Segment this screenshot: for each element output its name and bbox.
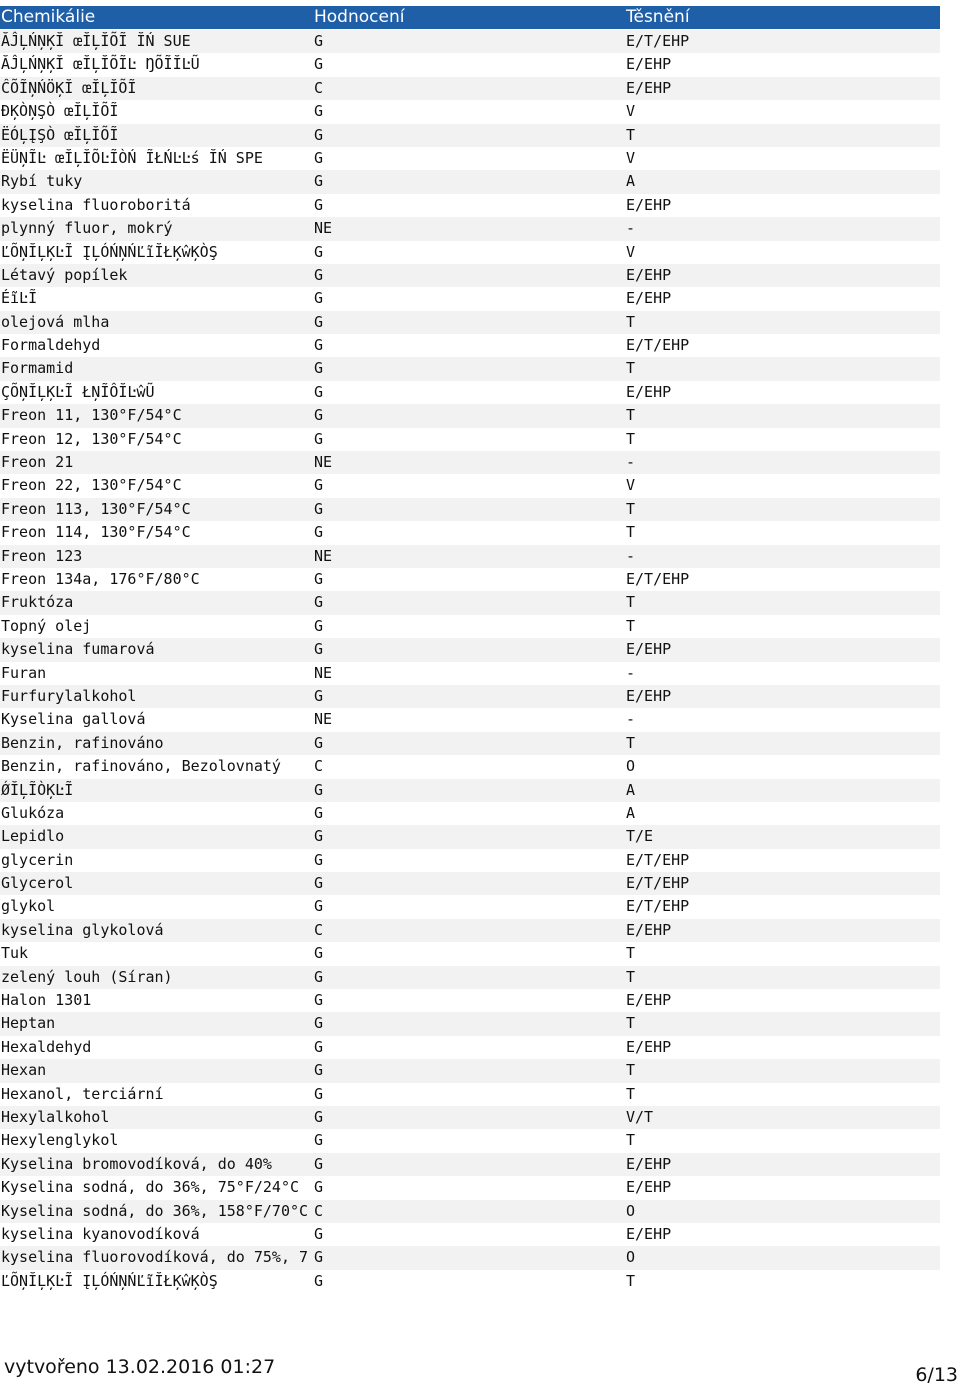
cell-rating: C bbox=[314, 920, 324, 939]
page-number: 6/13 bbox=[915, 1364, 958, 1386]
header-chemical: Chemikálie bbox=[1, 7, 96, 27]
cell-rating: G bbox=[314, 172, 324, 191]
table-row bbox=[0, 1246, 940, 1269]
cell-chemical: Furan bbox=[1, 663, 47, 682]
table-row bbox=[0, 1036, 940, 1059]
cell-chemical: glycerin bbox=[1, 850, 74, 869]
cell-chemical: Glycerol bbox=[1, 874, 74, 893]
cell-chemical: ÉĩĿĨ bbox=[1, 289, 38, 308]
cell-rating: G bbox=[314, 1084, 324, 1103]
cell-rating: NE bbox=[314, 710, 333, 729]
cell-chemical: kyselina glykolová bbox=[1, 920, 164, 939]
cell-chemical: ĂĴĻŃŅĶĬ œĬĻĬÕĨĿ ŊÕĨĬĿŨ bbox=[1, 55, 200, 74]
table-row bbox=[0, 1223, 940, 1246]
cell-rating: G bbox=[314, 125, 324, 144]
cell-rating: G bbox=[314, 897, 324, 916]
cell-rating: G bbox=[314, 686, 324, 705]
cell-rating: G bbox=[314, 1131, 324, 1150]
cell-chemical: Freon 11, 130°F/54°C bbox=[1, 406, 182, 425]
cell-seal: T bbox=[626, 733, 636, 752]
table-row bbox=[0, 498, 940, 521]
table-row bbox=[0, 124, 940, 147]
cell-rating: G bbox=[314, 148, 324, 167]
cell-chemical: Kyselina sodná, do 36%, 158°F/70°C bbox=[1, 1201, 309, 1220]
table-row bbox=[0, 895, 940, 918]
header-seal: Těsnění bbox=[626, 7, 690, 27]
table-row bbox=[0, 732, 940, 755]
cell-chemical: Heptan bbox=[1, 1014, 56, 1033]
cell-chemical: Hexylalkohol bbox=[1, 1107, 110, 1126]
table-row bbox=[0, 147, 940, 170]
cell-rating: G bbox=[314, 476, 324, 495]
cell-rating: G bbox=[314, 1107, 324, 1126]
table-row bbox=[0, 825, 940, 848]
cell-seal: - bbox=[626, 663, 636, 682]
cell-chemical: Freon 114, 130°F/54°C bbox=[1, 523, 191, 542]
cell-rating: G bbox=[314, 289, 324, 308]
table-row bbox=[0, 755, 940, 778]
cell-rating: C bbox=[314, 1201, 324, 1220]
cell-seal: A bbox=[626, 172, 636, 191]
table-header bbox=[0, 6, 940, 29]
cell-seal: E/T/EHP bbox=[626, 874, 690, 893]
cell-chemical: Freon 113, 130°F/54°C bbox=[1, 499, 191, 518]
cell-seal: E/EHP bbox=[626, 640, 672, 659]
cell-rating: G bbox=[314, 569, 324, 588]
table-row bbox=[0, 1270, 940, 1293]
cell-rating: G bbox=[314, 991, 324, 1010]
cell-rating: G bbox=[314, 523, 324, 542]
cell-seal: E/EHP bbox=[626, 920, 672, 939]
table-row bbox=[0, 404, 940, 427]
cell-seal: T bbox=[626, 1084, 636, 1103]
cell-seal: E/EHP bbox=[626, 382, 672, 401]
cell-rating: NE bbox=[314, 546, 333, 565]
cell-seal: T bbox=[626, 944, 636, 963]
table-row bbox=[0, 802, 940, 825]
cell-seal: V bbox=[626, 476, 636, 495]
table-row bbox=[0, 1200, 940, 1223]
table-row bbox=[0, 77, 940, 100]
cell-seal: T bbox=[626, 1131, 636, 1150]
cell-rating: G bbox=[314, 32, 324, 50]
cell-rating: NE bbox=[314, 219, 333, 238]
cell-rating: G bbox=[314, 616, 324, 635]
table-row bbox=[0, 942, 940, 965]
table-row bbox=[0, 708, 940, 731]
table-row bbox=[0, 779, 940, 802]
cell-chemical: Furfurylalkohol bbox=[1, 686, 137, 705]
cell-rating: G bbox=[314, 499, 324, 518]
cell-seal: - bbox=[626, 710, 636, 729]
table-row bbox=[0, 685, 940, 708]
table-row bbox=[0, 1059, 940, 1082]
cell-seal: T bbox=[626, 967, 636, 986]
cell-rating: G bbox=[314, 406, 324, 425]
cell-rating: G bbox=[314, 1271, 324, 1290]
table-row bbox=[0, 591, 940, 614]
cell-rating: G bbox=[314, 102, 324, 121]
cell-seal: A bbox=[626, 803, 636, 822]
table-row bbox=[0, 381, 940, 404]
table-row bbox=[0, 521, 940, 544]
cell-chemical: glykol bbox=[1, 897, 56, 916]
table-row bbox=[0, 311, 940, 334]
cell-rating: G bbox=[314, 1224, 324, 1243]
table-row bbox=[0, 872, 940, 895]
table-row bbox=[0, 849, 940, 872]
cell-chemical: ĐĶÒŅŞÒ œĬĻĬÕĨ bbox=[1, 102, 119, 121]
cell-rating: NE bbox=[314, 663, 333, 682]
table-row bbox=[0, 334, 940, 357]
cell-rating: G bbox=[314, 874, 324, 893]
cell-chemical: Topný olej bbox=[1, 616, 92, 635]
created-timestamp: vytvořeno 13.02.2016 01:27 bbox=[4, 1356, 276, 1378]
table-row bbox=[0, 451, 940, 474]
cell-chemical: Rybí tuky bbox=[1, 172, 83, 191]
cell-chemical: Kyselina gallová bbox=[1, 710, 146, 729]
cell-rating: C bbox=[314, 757, 324, 776]
cell-seal: T bbox=[626, 523, 636, 542]
cell-seal: O bbox=[626, 1201, 636, 1220]
cell-rating: G bbox=[314, 733, 324, 752]
cell-rating: G bbox=[314, 827, 324, 846]
cell-seal: E/T/EHP bbox=[626, 336, 690, 355]
cell-rating: G bbox=[314, 1014, 324, 1033]
cell-rating: G bbox=[314, 1061, 324, 1080]
cell-seal: A bbox=[626, 780, 636, 799]
cell-rating: G bbox=[314, 640, 324, 659]
cell-rating: NE bbox=[314, 453, 333, 472]
table-row bbox=[0, 287, 940, 310]
cell-seal: - bbox=[626, 219, 636, 238]
cell-seal: T bbox=[626, 125, 636, 144]
cell-seal: T bbox=[626, 1014, 636, 1033]
cell-chemical: Kyselina bromovodíková, do 40% bbox=[1, 1154, 272, 1173]
cell-chemical: ĈÕĨŅŃÖĶĬ œĬĻĬÕĨ bbox=[1, 78, 137, 97]
cell-chemical: Hexan bbox=[1, 1061, 47, 1080]
cell-chemical: Hexanol, terciární bbox=[1, 1084, 164, 1103]
cell-chemical: Halon 1301 bbox=[1, 991, 92, 1010]
cell-seal: E/T/EHP bbox=[626, 897, 690, 916]
cell-seal: V bbox=[626, 102, 636, 121]
table-row bbox=[0, 194, 940, 217]
table-body bbox=[0, 30, 940, 1293]
table-row bbox=[0, 428, 940, 451]
cell-chemical: ǾĬĻĨÒĶĿĨ bbox=[1, 780, 74, 799]
cell-chemical: Formamid bbox=[1, 359, 74, 378]
table-row bbox=[0, 53, 940, 76]
cell-rating: G bbox=[314, 312, 324, 331]
cell-rating: G bbox=[314, 780, 324, 799]
cell-seal: E/EHP bbox=[626, 289, 672, 308]
cell-chemical: Formaldehyd bbox=[1, 336, 101, 355]
cell-seal: E/EHP bbox=[626, 265, 672, 284]
cell-seal: E/EHP bbox=[626, 686, 672, 705]
header-rating: Hodnocení bbox=[314, 7, 405, 27]
table-row bbox=[0, 357, 940, 380]
table-row bbox=[0, 241, 940, 264]
cell-rating: G bbox=[314, 382, 324, 401]
cell-chemical: Benzin, rafinováno, Bezolovnatý bbox=[1, 757, 281, 776]
table-row bbox=[0, 1106, 940, 1129]
cell-seal: V bbox=[626, 148, 636, 167]
cell-seal: E/T/EHP bbox=[626, 569, 690, 588]
cell-chemical: Glukóza bbox=[1, 803, 65, 822]
cell-seal: E/T/EHP bbox=[626, 32, 690, 50]
cell-rating: G bbox=[314, 336, 324, 355]
table-row bbox=[0, 1176, 940, 1199]
cell-seal: T bbox=[626, 312, 636, 331]
cell-chemical: Hexylenglykol bbox=[1, 1131, 119, 1150]
table-row bbox=[0, 568, 940, 591]
table-row bbox=[0, 100, 940, 123]
cell-rating: G bbox=[314, 1154, 324, 1173]
cell-seal: T bbox=[626, 1271, 636, 1290]
table-row bbox=[0, 638, 940, 661]
document-page bbox=[0, 6, 940, 1293]
cell-seal: - bbox=[626, 546, 636, 565]
cell-rating: G bbox=[314, 429, 324, 448]
cell-chemical: olejová mlha bbox=[1, 312, 110, 331]
table-row bbox=[0, 966, 940, 989]
cell-seal: E/EHP bbox=[626, 1178, 672, 1197]
cell-chemical: ĽÕŅĬĻĶĿĨ ĮĻÓŃŅŃĽĩĬŁĶŵĶÒŞ bbox=[1, 242, 218, 261]
cell-chemical: Lepidlo bbox=[1, 827, 65, 846]
cell-rating: G bbox=[314, 944, 324, 963]
cell-rating: G bbox=[314, 803, 324, 822]
cell-rating: G bbox=[314, 1248, 324, 1267]
table-row bbox=[0, 264, 940, 287]
cell-rating: G bbox=[314, 967, 324, 986]
cell-rating: G bbox=[314, 242, 324, 261]
cell-chemical: kyselina kyanovodíková bbox=[1, 1224, 200, 1243]
table-row bbox=[0, 919, 940, 942]
cell-rating: C bbox=[314, 78, 324, 97]
cell-chemical: ĂĴĻŃŅĶĬ œĬĻĬÕĨ ĬŃ SUE bbox=[1, 32, 191, 50]
cell-rating: G bbox=[314, 359, 324, 378]
cell-chemical: Kyselina sodná, do 36%, 75°F/24°C bbox=[1, 1178, 300, 1197]
cell-chemical: ÇÕŅĬĻĶĿĨ ŁŅĨÔĬĿŵŨ bbox=[1, 382, 155, 401]
cell-seal: E/EHP bbox=[626, 55, 672, 74]
cell-rating: G bbox=[314, 265, 324, 284]
cell-seal: V/T bbox=[626, 1107, 654, 1126]
cell-seal: E/EHP bbox=[626, 1037, 672, 1056]
cell-chemical: kyselina fumarová bbox=[1, 640, 155, 659]
cell-seal: E/EHP bbox=[626, 195, 672, 214]
table-row bbox=[0, 1083, 940, 1106]
cell-chemical: Hexaldehyd bbox=[1, 1037, 92, 1056]
table-row bbox=[0, 989, 940, 1012]
table-row bbox=[0, 1153, 940, 1176]
table-row bbox=[0, 217, 940, 240]
cell-rating: G bbox=[314, 593, 324, 612]
cell-rating: G bbox=[314, 1037, 324, 1056]
cell-chemical: ËÓĻĮŞÒ œĬĻĬÕĨ bbox=[1, 125, 119, 144]
cell-seal: T/E bbox=[626, 827, 654, 846]
table-row bbox=[0, 30, 940, 53]
cell-rating: G bbox=[314, 55, 324, 74]
cell-seal: T bbox=[626, 1061, 636, 1080]
cell-seal: T bbox=[626, 499, 636, 518]
cell-chemical: Benzin, rafinováno bbox=[1, 733, 164, 752]
cell-seal: T bbox=[626, 359, 636, 378]
cell-seal: E/EHP bbox=[626, 991, 672, 1010]
cell-seal: E/T/EHP bbox=[626, 850, 690, 869]
cell-chemical: plynný fluor, mokrý bbox=[1, 219, 173, 238]
table-row bbox=[0, 170, 940, 193]
table-row bbox=[0, 1012, 940, 1035]
cell-chemical: kyselina fluorovodíková, do 75%, 7 bbox=[1, 1248, 309, 1267]
cell-seal: T bbox=[626, 406, 636, 425]
cell-chemical: zelený louh (Síran) bbox=[1, 967, 173, 986]
cell-chemical: kyselina fluoroboritá bbox=[1, 195, 191, 214]
cell-seal: O bbox=[626, 1248, 636, 1267]
table-row bbox=[0, 662, 940, 685]
table-row bbox=[0, 615, 940, 638]
cell-seal: T bbox=[626, 616, 636, 635]
table-row bbox=[0, 1129, 940, 1152]
cell-seal: E/EHP bbox=[626, 78, 672, 97]
cell-seal: T bbox=[626, 429, 636, 448]
cell-chemical: Freon 12, 130°F/54°C bbox=[1, 429, 182, 448]
cell-chemical: Freon 21 bbox=[1, 453, 74, 472]
cell-seal: O bbox=[626, 757, 636, 776]
cell-seal: E/EHP bbox=[626, 1224, 672, 1243]
table-row bbox=[0, 545, 940, 568]
cell-chemical: ĽÕŅĬĻĶĿĨ ĮĻÓŃŅŃĽĩĬŁĶŵĶÒŞ bbox=[1, 1271, 218, 1290]
cell-chemical: Freon 22, 130°F/54°C bbox=[1, 476, 182, 495]
cell-chemical: ËÜŅĨĿ œĬĻĬÕĿĨÒŃ ĨŁŃĿĿś ĬŃ SPE bbox=[1, 148, 263, 167]
cell-chemical: Fruktóza bbox=[1, 593, 74, 612]
cell-chemical: Freon 134a, 176°F/80°C bbox=[1, 569, 200, 588]
table-row bbox=[0, 474, 940, 497]
cell-chemical: Létavý popílek bbox=[1, 265, 128, 284]
cell-seal: V bbox=[626, 242, 636, 261]
cell-rating: G bbox=[314, 850, 324, 869]
cell-seal: T bbox=[626, 593, 636, 612]
cell-rating: G bbox=[314, 195, 324, 214]
cell-seal: - bbox=[626, 453, 636, 472]
cell-chemical: Freon 123 bbox=[1, 546, 83, 565]
cell-chemical: Tuk bbox=[1, 944, 29, 963]
cell-rating: G bbox=[314, 1178, 324, 1197]
cell-seal: E/EHP bbox=[626, 1154, 672, 1173]
